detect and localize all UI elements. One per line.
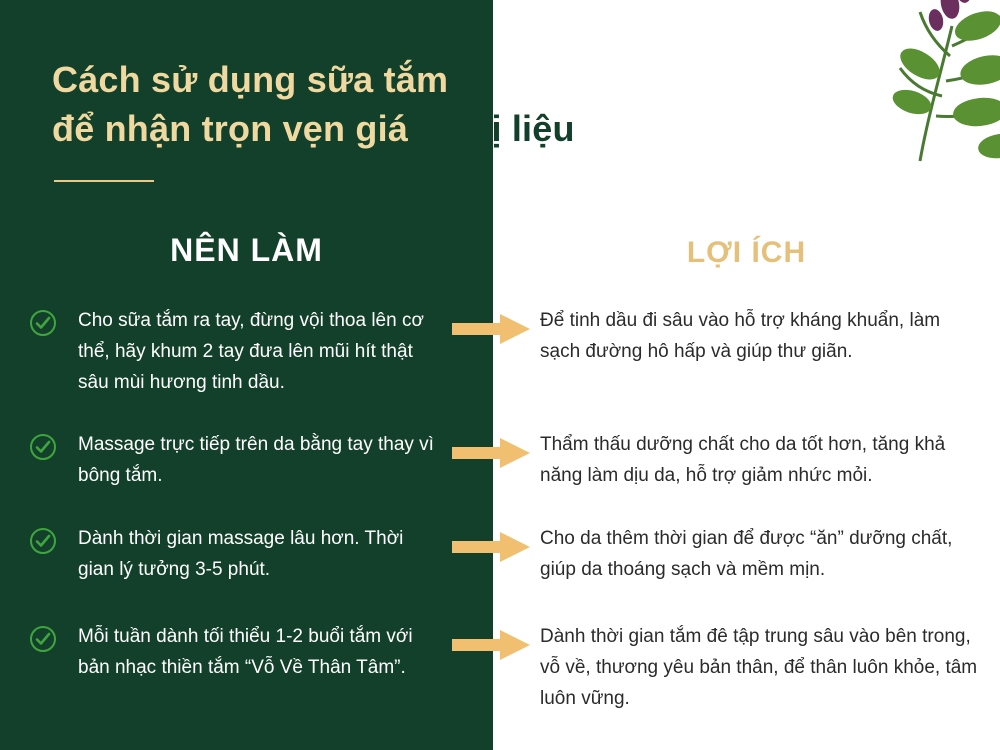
arrow-right-icon [452, 630, 532, 660]
benefit-text: Để tinh dầu đi sâu vào hỗ trợ kháng khuẩn, làm sạch đường hô hấp và giúp thư giãn. [540, 310, 941, 362]
benefit-text: Dành thời gian tắm đê tập trung sâu vào bên trong, vỗ về, thương yêu bản thân, để thân luôn khỏe, tâm luôn vững. [540, 626, 978, 709]
title-line-1: Cách sử dụng sữa tắm [52, 59, 449, 100]
do-text: Mỗi tuần dành tối thiểu 1-2 buổi tắm với bản nhạc thiền tắm “Vỗ Về Thân Tâm”. [78, 626, 413, 678]
arrow-right-icon [452, 314, 532, 344]
check-icon [30, 528, 56, 554]
page-title [52, 56, 732, 153]
do-text: Dành thời gian massage lâu hơn. Thời gian lý tưởng 3-5 phút. [78, 528, 404, 580]
benefit-text: Thẩm thấu dưỡng chất cho da tốt hơn, tăng khả năng làm dịu da, hỗ trợ giảm nhức mỏi. [540, 434, 946, 486]
column-heading-do: NÊN LÀM [170, 232, 323, 268]
do-text: Cho sữa tắm ra tay, đừng vội thoa lên cơ thể, hãy khum 2 tay đưa lên mũi hít thật sâu mùi hương tinh dầu. [78, 310, 424, 393]
arrow-right-icon [452, 532, 532, 562]
check-icon [30, 434, 56, 460]
column-heading-benefit: LỢI ÍCH [686, 236, 807, 269]
check-icon [30, 310, 56, 336]
title-divider [54, 180, 154, 182]
title-line-2-dark: trị trị liệu [418, 107, 575, 149]
benefit-text: Cho da thêm thời gian để được “ăn” dưỡng chất, giúp da thoáng sạch và mềm mịn. [540, 528, 953, 580]
basil-plant-icon [800, 0, 1000, 196]
title-line-2 [52, 105, 732, 154]
title-line-2-light: để nhận trọn vẹn giá [52, 107, 409, 149]
arrow-right-icon [452, 438, 532, 468]
check-icon [30, 626, 56, 652]
do-text: Massage trực tiếp trên da bằng tay thay vì bông tắm. [78, 434, 434, 486]
